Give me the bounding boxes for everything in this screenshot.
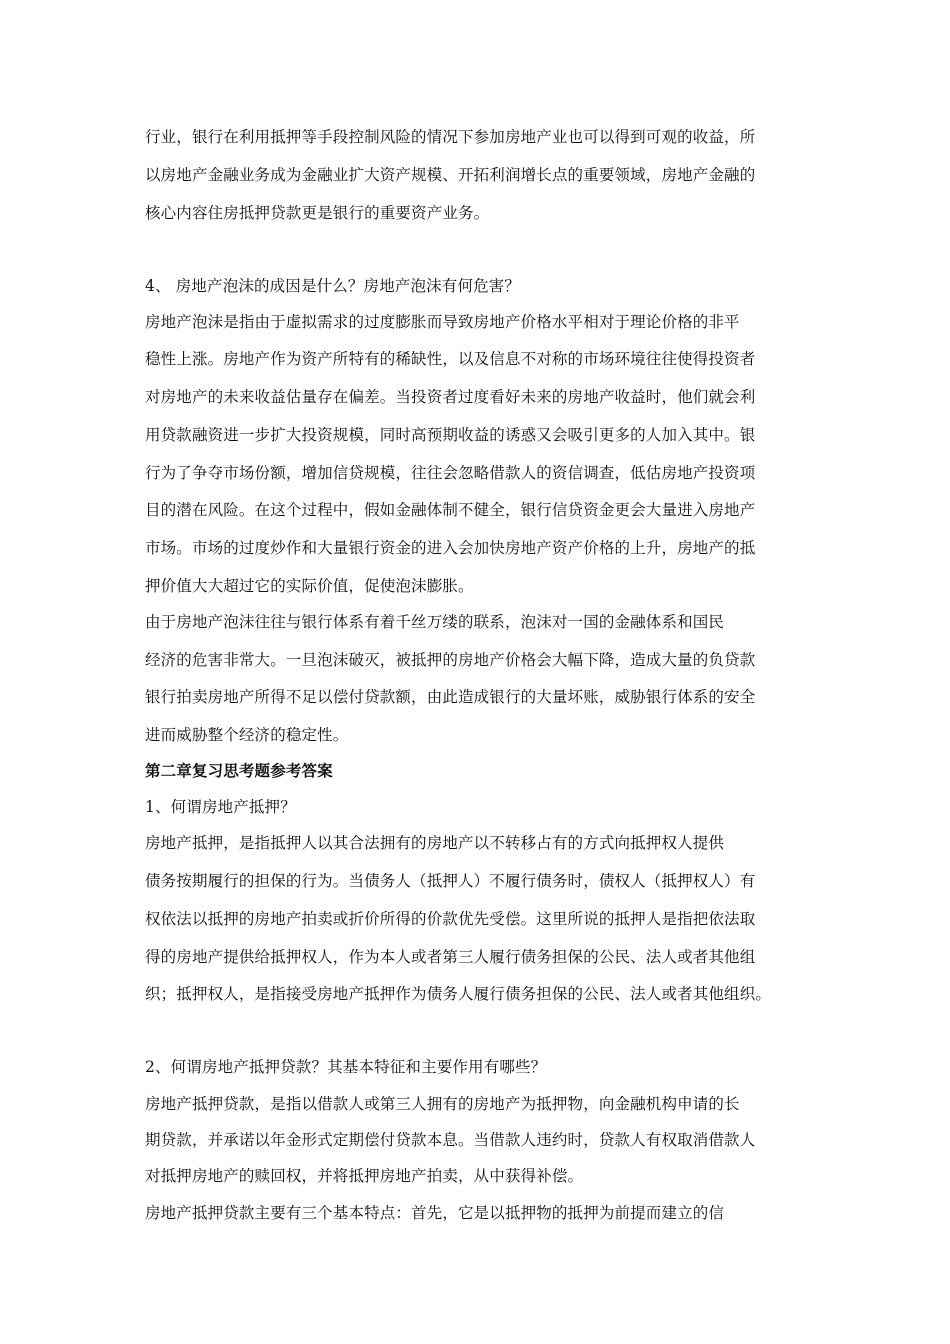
text-line: 行为了争夺市场份额，增加信贷规模，往往会忽略借款人的资信调查，低估房地产投资项 [145, 464, 756, 482]
text-line: 房地产泡沫是指由于虚拟需求的过度膨胀而导致房地产价格水平相对于理论价格的非平 [145, 313, 740, 331]
text-line: 用贷款融资进一步扩大投资规模，同时高预期收益的诱惑又会吸引更多的人加入其中。银 [145, 426, 756, 444]
text-line: 核心内容住房抵押贷款更是银行的重要资产业务。 [145, 204, 490, 222]
text-line: 银行拍卖房地产所得不足以偿付贷款额，由此造成银行的大量坏账，威胁银行体系的安全 [145, 688, 756, 706]
text-line: 房地产抵押贷款，是指以借款人或第三人拥有的房地产为抵押物，向金融机构申请的长 [145, 1095, 740, 1113]
text-line: 房地产抵押贷款主要有三个基本特点：首先，它是以抵押物的抵押为前提而建立的信 [145, 1204, 725, 1222]
text-line: 市场。市场的过度炒作和大量银行资金的进入会加快房地产资产价格的上升，房地产的抵 [145, 539, 756, 557]
text-line: 行业，银行在利用抵押等手段控制风险的情况下参加房地产业也可以得到可观的收益，所 [145, 128, 756, 146]
text-line: 稳性上涨。房地产作为资产所特有的稀缺性，以及信息不对称的市场环境往往使得投资者 [145, 350, 756, 368]
text-line: 期贷款，并承诺以年金形式定期偿付贷款本息。当借款人违约时，贷款人有权取消借款人 [145, 1131, 756, 1149]
text-line: 对抵押房地产的赎回权，并将抵押房地产拍卖，从中获得补偿。 [145, 1167, 584, 1185]
text-line: 目的潜在风险。在这个过程中，假如金融体制不健全，银行信贷资金更会大量进入房地产 [145, 501, 756, 519]
text-line: 债务按期履行的担保的行为。当债务人（抵押人）不履行债务时，债权人（抵押权人）有 [145, 872, 756, 890]
text-line: 织；抵押权人，是指接受房地产抵押作为债务人履行债务担保的公民、法人或者其他组织。 [145, 985, 772, 1003]
text-line: 权依法以抵押的房地产拍卖或折价所得的价款优先受偿。这里所说的抵押人是指把依法取 [145, 910, 756, 928]
text-line: 得的房地产提供给抵押权人，作为本人或者第三人履行债务担保的公民、法人或者其他组 [145, 948, 756, 966]
text-line: 经济的危害非常大。一旦泡沫破灭，被抵押的房地产价格会大幅下降，造成大量的负贷款 [145, 651, 756, 669]
text-line: 2、何谓房地产抵押贷款？其基本特征和主要作用有哪些？ [145, 1058, 547, 1076]
text-line: 房地产抵押，是指抵押人以其合法拥有的房地产以不转移占有的方式向抵押权人提供 [145, 834, 725, 852]
text-line: 进而威胁整个经济的稳定性。 [145, 726, 349, 744]
chapter-heading: 第二章复习思考题参考答案 [145, 761, 333, 780]
text-line: 以房地产金融业务成为金融业扩大资产规模、开拓利润增长点的重要领域，房地产金融的 [145, 166, 756, 184]
text-line: 4、 房地产泡沫的成因是什么？房地产泡沫有何危害？ [145, 277, 521, 295]
text-line: 押价值大大超过它的实际价值，促使泡沫膨胀。 [145, 577, 474, 595]
text-line: 由于房地产泡沫往往与银行体系有着千丝万缕的联系，泡沫对一国的金融体系和国民 [145, 613, 725, 631]
text-line: 1、何谓房地产抵押？ [145, 798, 296, 816]
text-line: 对房地产的未来收益估量存在偏差。当投资者过度看好未来的房地产收益时，他们就会利 [145, 388, 756, 406]
